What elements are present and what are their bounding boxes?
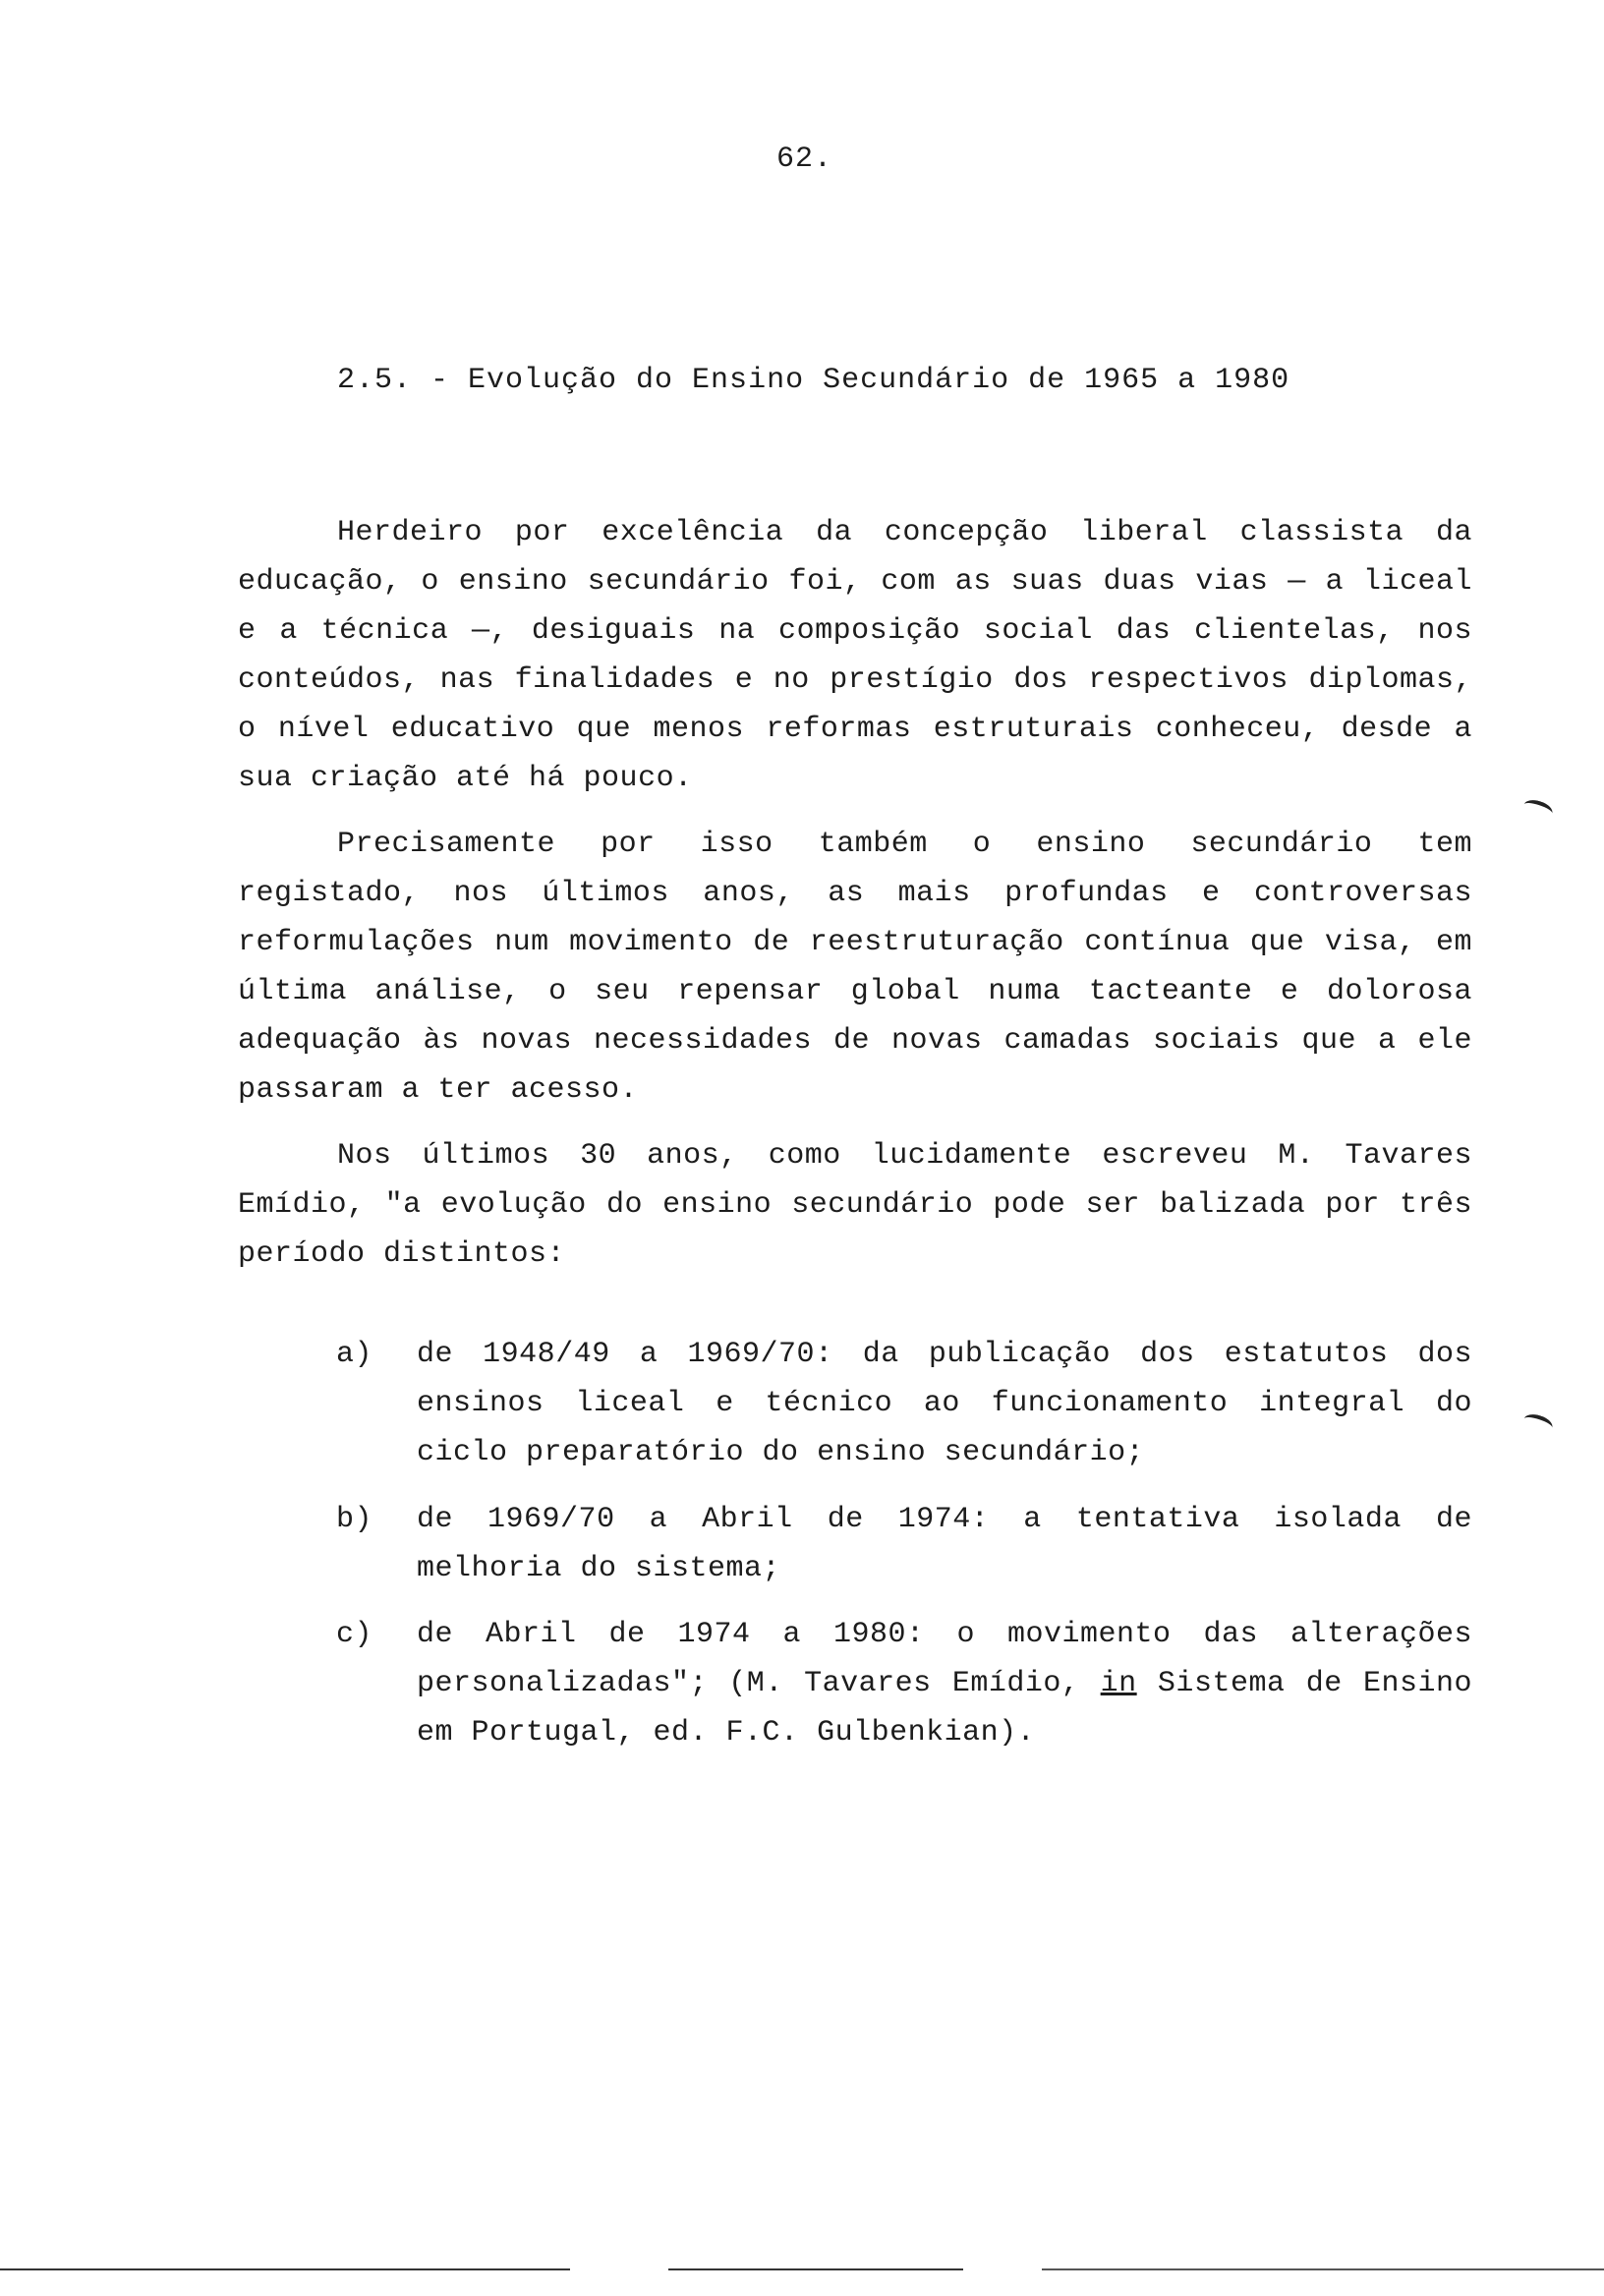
- list-item-a: [336, 1330, 1472, 1477]
- list-marker-a: a): [336, 1338, 373, 1371]
- bottom-rule: [1042, 2268, 1604, 2270]
- list-marker-b: b): [336, 1503, 373, 1536]
- list-text-b: de 1969/70 a Abril de 1974: a tentativa isolada de melhoria do sistema;: [417, 1503, 1472, 1585]
- bottom-rule: [668, 2268, 963, 2270]
- list-text-c-in: in: [1100, 1667, 1137, 1700]
- paragraph-3: Nos últimos 30 anos, como lucidamente escreveu M. Tavares Emídio, "a evolução do ensino secundário pode ser balizada por três período distintos:: [238, 1139, 1472, 1271]
- paragraph-1-block: [238, 508, 1472, 803]
- page-number: 62.: [776, 143, 833, 176]
- list-item-b: [336, 1495, 1472, 1593]
- list-text-c-after: Sistema de Ensino em Portugal, ed. F.C. Gulbenkian).: [417, 1667, 1473, 1750]
- list-marker-c: c): [336, 1618, 373, 1651]
- margin-mark-icon: [1521, 797, 1554, 821]
- margin-mark-icon: [1521, 1411, 1554, 1435]
- section-heading: 2.5. - Evolução do Ensino Secundário de 1965 a 1980: [337, 364, 1290, 397]
- list-text-c: [417, 1618, 1472, 1750]
- paragraph-2-block: [238, 820, 1472, 1115]
- paragraph-1: Herdeiro por excelência da concepção liberal classista da educação, o ensino secundário foi, com as suas duas vias — a liceal e a técnica —, desiguais na composição social das clientelas, nos conteúdos, nas finalidades e no prestígio dos respectivos diplomas, o nível educativo que menos reformas estruturais conheceu, desde a sua criação até há pouco.: [238, 516, 1472, 795]
- paragraph-3-block: [238, 1131, 1472, 1279]
- bottom-rule: [0, 2268, 570, 2270]
- list-text-c-before: de Abril de 1974 a 1980: o movimento das alterações personalizadas"; (M. Tavares Emídio,: [417, 1618, 1472, 1700]
- list-text-a: de 1948/49 a 1969/70: da publicação dos estatutos dos ensinos liceal e técnico ao funcionamento integral do ciclo preparatório do ensino secundário;: [417, 1338, 1472, 1469]
- list-item-c: [336, 1610, 1472, 1757]
- paragraph-2: Precisamente por isso também o ensino secundário tem registado, nos últimos anos, as mais profundas e controversas reformulações num movimento de reestruturação contínua que visa, em última análise, o seu repensar global numa tacteante e dolorosa adequação às novas necessidades de novas camadas sociais que a ele passaram a ter acesso.: [238, 828, 1472, 1107]
